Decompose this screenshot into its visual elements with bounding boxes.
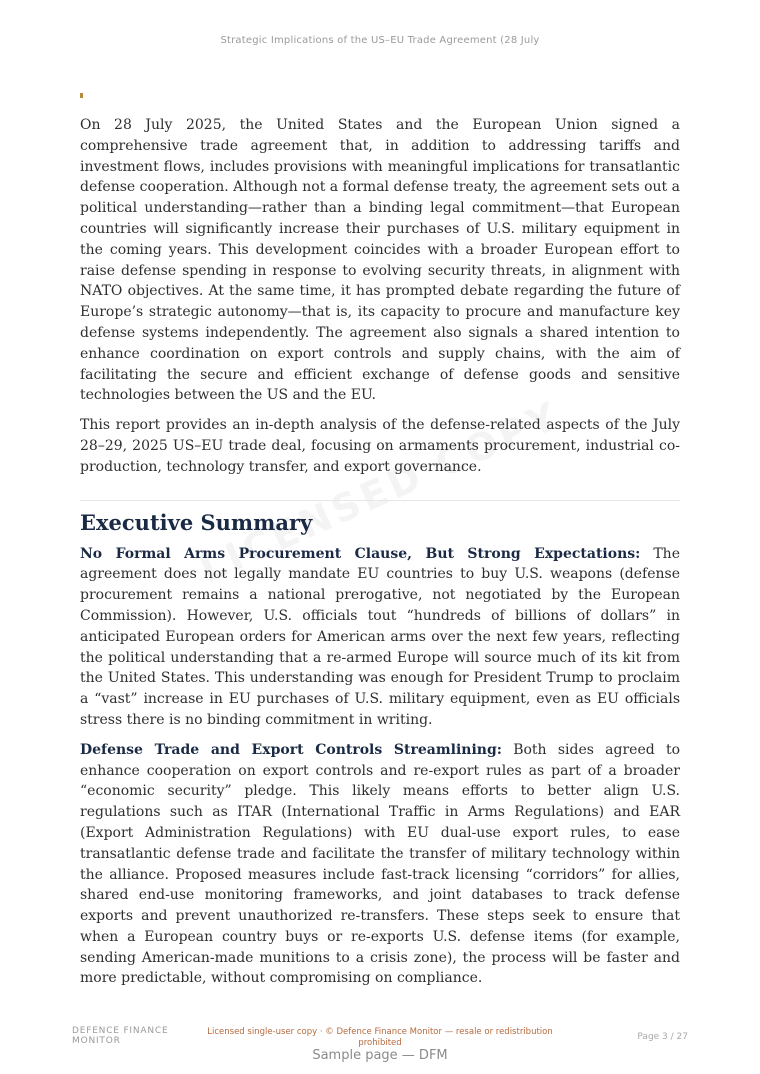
publisher-name [72, 1026, 192, 1046]
scope-paragraph: This report provides an in-depth analysis of the defense-related aspects of the July 28–29, 2025 US–EU trade deal, focusing on armaments procurement, industrial co-production, technology transfer, and export governance. [80, 417, 680, 475]
sample-page-label: Sample page — DFM [312, 1048, 448, 1063]
summary-item-procurement [80, 544, 680, 731]
summary-item-export-controls [80, 740, 680, 990]
publisher-name-line2: MONITOR [72, 1036, 121, 1046]
running-header: Strategic Implications of the US–EU Trade Agreement (28 July [220, 35, 540, 46]
intro-paragraph: On 28 July 2025, the United States and the European Union signed a comprehensive trade agreement that, in addition to addressing tariffs and investment flows, includes provisions with meaningful implications for transatlantic defense cooperation. Although not a formal defense treaty, the agreement sets out a political understanding—rather than a binding legal commitment—that European countries will significantly increase their purchases of U.S. military equipment in the coming years. This development coincides with a broader European effort to raise defense spending in response to evolving security threats, in alignment with NATO objectives. At the same time, it has prompted debate regarding the future of Europe’s strategic autonomy—that is, its capacity to procure and manufacture key defense systems independently. The agreement also signals a shared intention to enhance coordination on export controls and supply chains, with the aim of facilitating the secure and efficient exchange of defense goods and sensitive technologies between the US and the EU. [80, 117, 680, 404]
summary-item-text: Both sides agreed to enhance cooperation on export controls and re-export rules as part of a broader “economic security” pledge. This likely means efforts to better align U.S. regulations such as ITAR (International Traffic in Arms Regulations) and EAR (Export Administration Regulations) with EU dual-use export rules, to ease transatlantic defense trade and facilitate the transfer of military technology within the alliance. Proposed measures include fast-track licensing “corridors” for allies, shared end-use monitoring frameworks, and joint databases to track defense exports and prevent unauthorized re-transfers. These steps seek to ensure that when a European country buys or re-exports U.S. defense items (for example, sending American-made munitions to a crisis zone), the process will be faster and more predictable, without compromising on compliance. [80, 741, 680, 987]
summary-item-text: The agreement does not legally mandate EU countries to buy U.S. weapons (defense procurement remains a national prerogative, not negotiated by the European Commission). However, U.S. officials tout “hundreds of billions of dollars” in anticipated European orders for American arms over the next few years, reflecting the political understanding that a re-armed Europe will source much of its kit from the United States. This understanding was enough for President Trump to proclaim a “vast” increase in EU purchases of U.S. military equipment, even as EU officials stress there is no binding commitment in writing. [80, 545, 680, 728]
section-divider [80, 500, 680, 501]
section-marker [80, 93, 83, 98]
license-notice: Licensed single-user copy · © Defence Finance Monitor — resale or redistribution prohibited [207, 1027, 553, 1048]
page-number: Page 3 / 27 [637, 1032, 688, 1042]
executive-summary-heading: Executive Summary [80, 509, 313, 535]
publisher-name-line1: DEFENCE FINANCE [72, 1026, 169, 1036]
page-content [80, 115, 680, 989]
summary-item-lead: Defense Trade and Export Controls Streamlining: [80, 741, 502, 758]
summary-item-lead: No Formal Arms Procurement Clause, But Strong Expectations: [80, 545, 641, 562]
